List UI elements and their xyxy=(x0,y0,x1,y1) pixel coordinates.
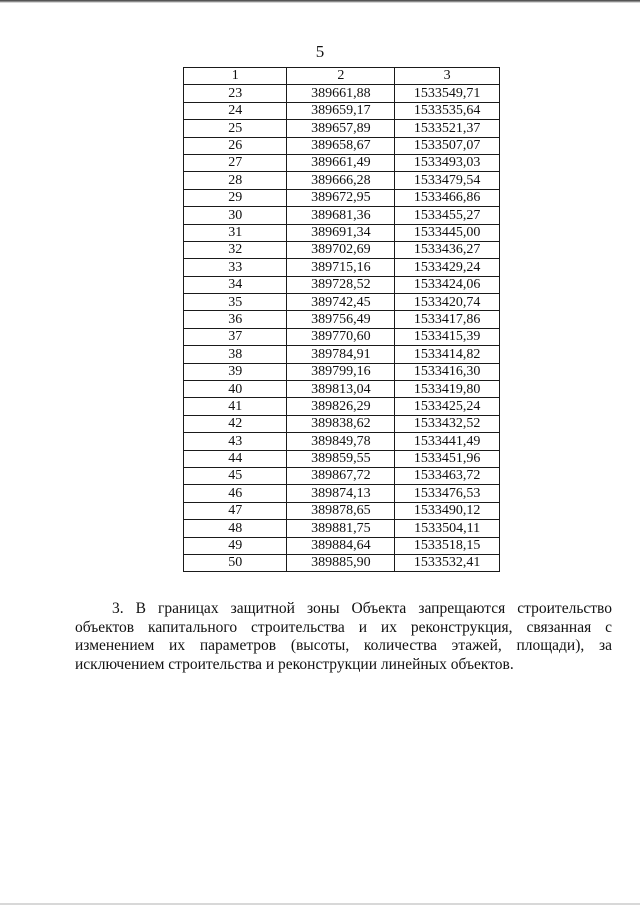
cell-y-coordinate: 1533445,00 xyxy=(395,224,500,241)
cell-y-coordinate: 1533490,12 xyxy=(395,502,500,519)
cell-y-coordinate: 1533476,53 xyxy=(395,485,500,502)
cell-x-coordinate: 389702,69 xyxy=(287,241,395,258)
cell-point-number: 42 xyxy=(184,415,287,432)
table-row xyxy=(184,102,500,119)
cell-x-coordinate: 389661,88 xyxy=(287,85,395,102)
page-number: 5 xyxy=(315,42,325,61)
cell-point-number: 27 xyxy=(184,154,287,171)
cell-point-number: 46 xyxy=(184,485,287,502)
cell-y-coordinate: 1533466,86 xyxy=(395,189,500,206)
scan-edge-top xyxy=(0,0,640,3)
cell-x-coordinate: 389666,28 xyxy=(287,172,395,189)
cell-point-number: 48 xyxy=(184,520,287,537)
table-row xyxy=(184,294,500,311)
cell-point-number: 47 xyxy=(184,502,287,519)
cell-point-number: 31 xyxy=(184,224,287,241)
column-header-point-number: 1 xyxy=(184,68,287,85)
cell-y-coordinate: 1533417,86 xyxy=(395,311,500,328)
cell-x-coordinate: 389742,45 xyxy=(287,294,395,311)
header-row xyxy=(184,68,500,85)
cell-x-coordinate: 389859,55 xyxy=(287,450,395,467)
table-row xyxy=(184,467,500,484)
table-row xyxy=(184,554,500,571)
cell-y-coordinate: 1533419,80 xyxy=(395,381,500,398)
table-row xyxy=(184,259,500,276)
cell-y-coordinate: 1533535,64 xyxy=(395,102,500,119)
cell-y-coordinate: 1533479,54 xyxy=(395,172,500,189)
cell-x-coordinate: 389659,17 xyxy=(287,102,395,119)
table-row xyxy=(184,363,500,380)
table-row xyxy=(184,154,500,171)
column-header-x: 2 xyxy=(287,68,395,85)
cell-point-number: 25 xyxy=(184,120,287,137)
table-row xyxy=(184,120,500,137)
cell-point-number: 33 xyxy=(184,259,287,276)
cell-y-coordinate: 1533432,52 xyxy=(395,415,500,432)
cell-point-number: 35 xyxy=(184,294,287,311)
cell-y-coordinate: 1533441,49 xyxy=(395,433,500,450)
table-row xyxy=(184,137,500,154)
table-row xyxy=(184,276,500,293)
cell-x-coordinate: 389770,60 xyxy=(287,328,395,345)
table-row xyxy=(184,381,500,398)
coordinates-table-body xyxy=(184,85,500,572)
table-row xyxy=(184,520,500,537)
cell-x-coordinate: 389657,89 xyxy=(287,120,395,137)
cell-y-coordinate: 1533518,15 xyxy=(395,537,500,554)
table-row xyxy=(184,189,500,206)
cell-x-coordinate: 389658,67 xyxy=(287,137,395,154)
cell-x-coordinate: 389799,16 xyxy=(287,363,395,380)
cell-point-number: 28 xyxy=(184,172,287,189)
cell-y-coordinate: 1533420,74 xyxy=(395,294,500,311)
cell-point-number: 40 xyxy=(184,381,287,398)
cell-x-coordinate: 389715,16 xyxy=(287,259,395,276)
cell-point-number: 26 xyxy=(184,137,287,154)
cell-y-coordinate: 1533451,96 xyxy=(395,450,500,467)
cell-y-coordinate: 1533463,72 xyxy=(395,467,500,484)
cell-point-number: 44 xyxy=(184,450,287,467)
cell-y-coordinate: 1533493,03 xyxy=(395,154,500,171)
cell-x-coordinate: 389728,52 xyxy=(287,276,395,293)
table-row xyxy=(184,502,500,519)
cell-x-coordinate: 389813,04 xyxy=(287,381,395,398)
cell-x-coordinate: 389661,49 xyxy=(287,154,395,171)
cell-y-coordinate: 1533507,07 xyxy=(395,137,500,154)
cell-point-number: 38 xyxy=(184,346,287,363)
cell-point-number: 36 xyxy=(184,311,287,328)
cell-point-number: 45 xyxy=(184,467,287,484)
cell-y-coordinate: 1533549,71 xyxy=(395,85,500,102)
coordinates-table-header xyxy=(184,68,500,85)
cell-x-coordinate: 389838,62 xyxy=(287,415,395,432)
cell-x-coordinate: 389681,36 xyxy=(287,207,395,224)
cell-y-coordinate: 1533416,30 xyxy=(395,363,500,380)
cell-point-number: 39 xyxy=(184,363,287,380)
coordinates-table xyxy=(183,67,500,572)
paragraph-restrictions: 3. В границах защитной зоны Объекта запрещаются строительство объектов капитального строительства и их реконструкция, связанная с изменением их параметров (высоты, количества этажей, площади), за исключением строительства и реконструкции линейных объектов. xyxy=(75,600,612,673)
table-row xyxy=(184,415,500,432)
cell-point-number: 29 xyxy=(184,189,287,206)
cell-point-number: 37 xyxy=(184,328,287,345)
table-row xyxy=(184,537,500,554)
cell-x-coordinate: 389826,29 xyxy=(287,398,395,415)
cell-x-coordinate: 389867,72 xyxy=(287,467,395,484)
cell-y-coordinate: 1533424,06 xyxy=(395,276,500,293)
cell-y-coordinate: 1533532,41 xyxy=(395,554,500,571)
table-row xyxy=(184,433,500,450)
table-row xyxy=(184,311,500,328)
table-row xyxy=(184,485,500,502)
cell-x-coordinate: 389874,13 xyxy=(287,485,395,502)
table-row xyxy=(184,346,500,363)
cell-y-coordinate: 1533436,27 xyxy=(395,241,500,258)
table-row xyxy=(184,207,500,224)
cell-point-number: 43 xyxy=(184,433,287,450)
cell-y-coordinate: 1533429,24 xyxy=(395,259,500,276)
table-row xyxy=(184,450,500,467)
table-row xyxy=(184,224,500,241)
cell-y-coordinate: 1533504,11 xyxy=(395,520,500,537)
table-row xyxy=(184,241,500,258)
cell-x-coordinate: 389672,95 xyxy=(287,189,395,206)
cell-x-coordinate: 389784,91 xyxy=(287,346,395,363)
cell-y-coordinate: 1533455,27 xyxy=(395,207,500,224)
table-row xyxy=(184,172,500,189)
cell-x-coordinate: 389878,65 xyxy=(287,502,395,519)
cell-point-number: 30 xyxy=(184,207,287,224)
cell-point-number: 24 xyxy=(184,102,287,119)
table-row xyxy=(184,398,500,415)
cell-point-number: 41 xyxy=(184,398,287,415)
cell-point-number: 23 xyxy=(184,85,287,102)
cell-x-coordinate: 389881,75 xyxy=(287,520,395,537)
cell-point-number: 50 xyxy=(184,554,287,571)
cell-point-number: 49 xyxy=(184,537,287,554)
cell-y-coordinate: 1533415,39 xyxy=(395,328,500,345)
column-header-y: 3 xyxy=(395,68,500,85)
cell-y-coordinate: 1533414,82 xyxy=(395,346,500,363)
table-row xyxy=(184,328,500,345)
cell-y-coordinate: 1533425,24 xyxy=(395,398,500,415)
cell-x-coordinate: 389849,78 xyxy=(287,433,395,450)
cell-x-coordinate: 389756,49 xyxy=(287,311,395,328)
cell-x-coordinate: 389885,90 xyxy=(287,554,395,571)
cell-point-number: 34 xyxy=(184,276,287,293)
table-row xyxy=(184,85,500,102)
cell-x-coordinate: 389884,64 xyxy=(287,537,395,554)
cell-y-coordinate: 1533521,37 xyxy=(395,120,500,137)
cell-point-number: 32 xyxy=(184,241,287,258)
cell-x-coordinate: 389691,34 xyxy=(287,224,395,241)
